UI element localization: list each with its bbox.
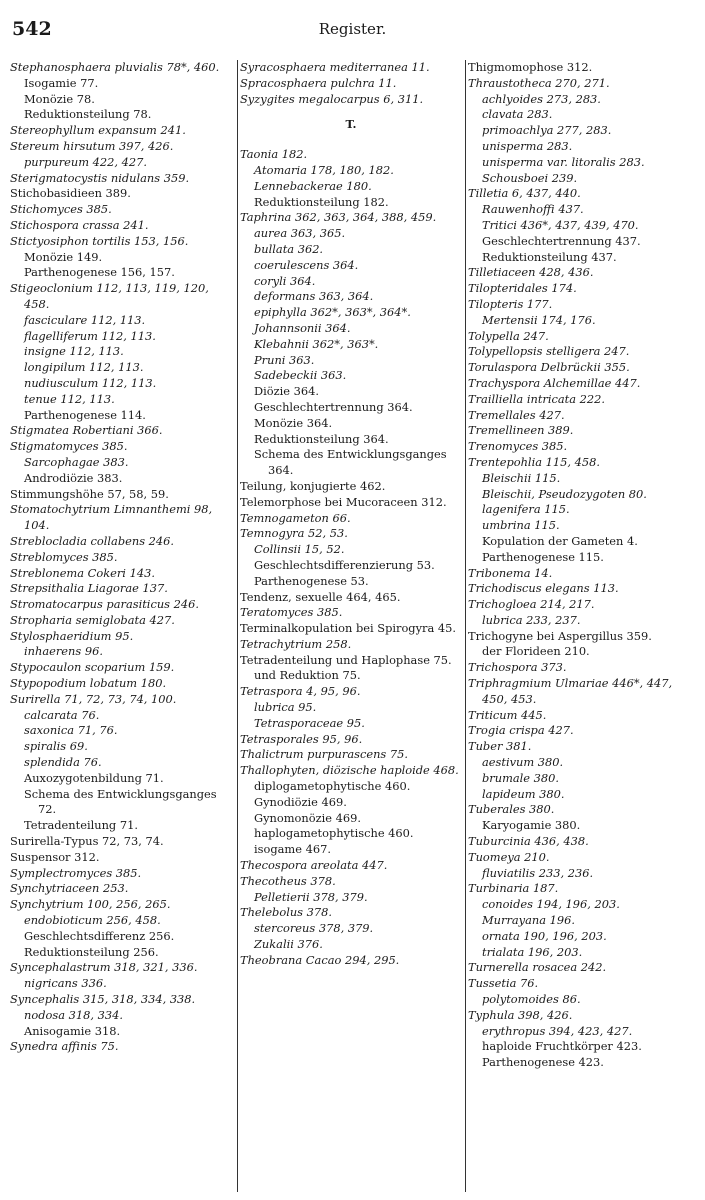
index-entry: Tussetia 76. [468,976,539,991]
index-entry: Thraustotheca 270, 271. [468,75,610,90]
index-entry: epiphylla 362*, 363*, 364*. [254,305,411,320]
index-entry: Pruni 363. [254,352,315,367]
index-entry: Reduktionsteilung 364. [254,431,389,446]
index-entry: Reduktionsteilung 78. [24,107,152,122]
index-entry: Stereum hirsutum 397, 426. [10,138,174,153]
index-entry: Tilopteridales 174. [468,281,577,296]
index-entry: ornata 190, 196, 203. [482,928,607,943]
index-entry: insigne 112, 113. [24,344,124,359]
section-letter: T. [345,117,357,132]
index-entry: bullata 362. [254,241,324,256]
index-entry: Turbinaria 187. [468,881,559,896]
index-entry: Murrayana 196. [482,913,576,928]
index-entry: Reduktionsteilung 437. [482,249,617,264]
index-entry: longipilum 112, 113. [24,360,144,375]
index-entry: Thalictrum purpurascens 75. [240,747,408,762]
index-entry: Teratomyces 385. [240,605,343,620]
index-entry: flagelliferum 112, 113. [24,328,156,343]
index-entry: Tremellales 427. [468,407,565,422]
index-entry: Taonia 182. [240,147,308,162]
index-entry: isogame 467. [254,842,331,857]
index-entry: saxonica 71, 76. [24,723,118,738]
index-entry: Tilletia 6, 437, 440. [468,186,581,201]
column-divider [465,60,466,1192]
index-entry: polytomoides 86. [482,992,581,1007]
index-entry: Stichospora crassa 241. [10,217,149,232]
index-entry: lapideum 380. [482,786,565,801]
index-entry: Tilletiaceen 428, 436. [468,265,594,280]
index-entry: Geschlechtsdifferenzierung 53. [254,557,435,572]
index-entry: Bleischii 115. [482,470,561,485]
index-entry: Anisogamie 318. [24,1023,121,1038]
index-entry: Tremellineen 389. [468,423,574,438]
index-entry: Tuburcinia 436, 438. [468,834,589,849]
index-entry: Temnogyra 52, 53. [240,526,348,541]
index-entry: Triticum 445. [468,707,547,722]
index-entry: nudiusculum 112, 113. [24,375,157,390]
index-entry: Turnerella rosacea 242. [468,960,607,975]
index-entry: Surirella-Typus 72, 73, 74. [10,834,164,849]
index-entry: Monözie 78. [24,91,95,106]
index-entry: tenue 112, 113. [24,391,115,406]
index-entry: Syncephalastrum 318, 321, 336. [10,960,198,975]
index-entry: fluviatilis 233, 236. [482,865,594,880]
index-entry: Tetrasporales 95, 96. [240,731,363,746]
index-entry: Syzygites megalocarpus 6, 311. [240,91,424,106]
index-entry: conoides 194, 196, 203. [482,897,620,912]
index-entry: Geschlechtertrennung 364. [254,399,413,414]
index-entry: Diözie 364. [254,384,320,399]
index-entry: stercoreus 378, 379. [254,921,374,936]
index-entry: lubrica 95. [254,700,317,715]
index-entry: fasciculare 112, 113. [24,312,146,327]
index-entry: Stigeoclonium 112, 113, 119, 120, 458. [10,281,209,311]
index-entry: Stichobasidieen 389. [10,186,131,201]
index-entry: Stropharia semiglobata 427. [10,612,175,627]
index-entry: Reduktionsteilung 256. [24,944,159,959]
index-entry: haploide Fruchtkörper 423. [482,1039,642,1054]
index-entry: Collinsii 15, 52. [254,542,345,557]
index-entry: Androdiözie 383. [24,470,123,485]
index-entry: Streblocladia collabens 246. [10,533,175,548]
index-entry: Tuberales 380. [468,802,555,817]
index-entry: haplogametophytische 460. [254,826,414,841]
index-entry: aurea 363, 365. [254,226,346,241]
index-entry: Typhula 398, 426. [468,1007,573,1022]
index-entry: Monözie 364. [254,415,333,430]
index-entry: Thecospora areolata 447. [240,858,388,873]
index-entry: Tribonema 14. [468,565,553,580]
index-entry: Tendenz, sexuelle 464, 465. [240,589,401,604]
index-entry: Schema des Entwicklungsganges 72. [24,786,217,817]
index-entry: Parthenogenese 115. [482,549,604,564]
index-entry: Temnogameton 66. [240,510,351,525]
index-entry: Triphragmium Ulmariae 446*, 447, 450, 453. [468,676,673,706]
index-entry: Tolypellopsis stelligera 247. [468,344,630,359]
index-entry: nigricans 336. [24,976,107,991]
index-entry: Syncephalis 315, 318, 334, 338. [10,992,196,1007]
index-entry: Tritici 436*, 437, 439, 470. [482,217,639,232]
index-entry: Sterigmatocystis nidulans 359. [10,170,190,185]
index-entry: achlyoides 273, 283. [482,91,601,106]
index-entry: spiralis 69. [24,739,88,754]
index-entry: Kopulation der Gameten 4. [482,533,638,548]
index-entry: Stomatochytrium Limnanthemi 98, 104. [10,502,213,533]
index-entry: Trachyspora Alchemillae 447. [468,375,641,390]
index-entry: Trogia crispa 427. [468,723,574,738]
register-columns [8,60,697,1192]
index-entry: Rauwenhoffi 437. [482,202,584,217]
index-entry: unisperma var. litoralis 283. [482,154,645,169]
index-entry: lagenifera 115. [482,502,570,517]
index-entry: Trichodiscus elegans 113. [468,581,619,596]
index-column-1 [10,60,234,1192]
index-entry: Klebahnii 362*, 363*. [254,336,379,351]
index-entry: Parthenogenese 114. [24,407,146,422]
index-entry: Mertensii 174, 176. [482,312,596,327]
index-entry: Thecotheus 378. [240,873,336,888]
index-entry: Taphrina 362, 363, 364, 388, 459. [240,210,437,225]
page-title: Register. [318,20,387,38]
index-entry: Thelebolus 378. [240,905,333,920]
index-entry: calcarata 76. [24,707,100,722]
index-entry: coryli 364. [254,273,316,288]
index-entry: Spracosphaera pulchra 11. [240,75,397,90]
index-entry: Stylosphaeridium 95. [10,628,134,643]
index-entry: Tuber 381. [468,739,532,754]
index-entry: Sadebeckii 363. [254,368,347,383]
index-entry: Synedra affinis 75. [10,1039,119,1054]
index-entry: clavata 283. [482,107,553,122]
index-entry: Symplectromyces 385. [10,865,142,880]
index-entry: Trichogloea 214, 217. [468,597,595,612]
index-entry: Trenomyces 385. [468,439,568,454]
index-entry: purpureum 422, 427. [24,154,147,169]
index-entry: Trentepohlia 115, 458. [468,454,600,469]
index-entry: der Florideen 210. [482,644,590,659]
index-entry: Schema des Entwicklungsganges 364. [254,447,447,478]
index-entry: unisperma 283. [482,138,573,153]
index-entry: Stromatocarpus parasiticus 246. [10,597,199,612]
index-entry: brumale 380. [482,770,560,785]
index-entry: Bleischii, Pseudozygoten 80. [482,486,647,501]
index-entry: Tetraspora 4, 95, 96. [240,684,361,699]
index-entry: Thigmomophose 312. [468,60,593,74]
index-entry: Streblonema Cokeri 143. [10,565,155,580]
index-entry: Stichomyces 385. [10,202,112,217]
index-entry: Gynodiözie 469. [254,794,347,809]
index-entry: Stereophyllum expansum 241. [10,123,186,138]
index-entry: Tetrachytrium 258. [240,636,352,651]
index-entry: Stypopodium lobatum 180. [10,676,167,691]
index-entry: Stigmatea Robertiani 366. [10,423,163,438]
index-entry: Sarcophagae 383. [24,454,129,469]
index-column-3 [468,60,698,1192]
index-entry: Geschlechtsdifferenz 256. [24,928,175,943]
index-entry: Trichospora 373. [468,660,567,675]
page-number: 542 [12,18,52,40]
index-entry: Tolypella 247. [468,328,549,343]
index-entry: Atomaria 178, 180, 182. [254,162,394,177]
index-entry: Tilopteris 177. [468,296,553,311]
index-entry: nodosa 318, 334. [24,1007,123,1022]
index-entry: Theobrana Cacao 294, 295. [240,952,400,967]
index-entry: Stypocaulon scoparium 159. [10,660,175,675]
index-entry: Torulaspora Delbrückii 355. [468,360,630,375]
index-entry: Thallophyten, diözische haploide 468. [240,763,459,778]
index-entry: Lennebackerae 180. [254,178,372,193]
index-entry: Trichogyne bei Aspergillus 359. [468,628,652,643]
index-entry: Parthenogenese 53. [254,573,369,588]
index-entry: Reduktionsteilung 182. [254,194,389,209]
index-entry: primoachlya 277, 283. [482,123,612,138]
index-entry: Synchytrium 100, 256, 265. [10,897,171,912]
index-entry: Surirella 71, 72, 73, 74, 100. [10,691,177,706]
index-entry: Trailliella intricata 222. [468,391,606,406]
index-entry: Suspensor 312. [10,849,100,864]
index-entry: Parthenogenese 423. [482,1055,604,1070]
index-entry: Stigmatomyces 385. [10,439,128,454]
index-entry: umbrina 115. [482,518,560,533]
index-entry: erythropus 394, 423, 427. [482,1023,633,1038]
index-entry: Stictyosiphon tortilis 153, 156. [10,233,189,248]
index-entry: Johannsonii 364. [254,320,351,335]
index-entry: Gynomonözie 469. [254,810,361,825]
index-entry: Strepsithalia Liagorae 137. [10,581,168,596]
index-entry: Syracosphaera mediterranea 11. [240,60,430,74]
index-entry: und Reduktion 75. [254,668,361,683]
index-entry: Tetradenteilung 71. [24,818,138,833]
index-entry: Synchytriaceen 253. [10,881,129,896]
index-entry: inhaerens 96. [24,644,103,659]
index-entry: Isogamie 77. [24,75,99,90]
column-divider [237,60,238,1192]
index-entry: Terminalkopulation bei Spirogyra 45. [240,621,457,636]
index-entry: coerulescens 364. [254,257,359,272]
index-entry: Parthenogenese 156, 157. [24,265,175,280]
index-column-2 [240,60,462,1192]
index-entry: Schousboei 239. [482,170,578,185]
index-entry: Tetradenteilung und Haplophase 75. [240,652,452,667]
index-entry: Zukalii 376. [254,937,323,952]
index-entry: Auxozygotenbildung 71. [24,770,164,785]
index-entry: splendida 76. [24,755,102,770]
index-entry: Streblomyces 385. [10,549,118,564]
index-entry: trialata 196, 203. [482,944,583,959]
page-header [12,10,693,44]
index-entry: Geschlechtertrennung 437. [482,233,641,248]
index-entry: endobioticum 256, 458. [24,913,161,928]
index-entry: Teilung, konjugierte 462. [240,478,386,493]
index-entry: diplogametophytische 460. [254,779,411,794]
index-entry: Pelletierii 378, 379. [254,889,368,904]
index-entry: Stephanosphaera pluvialis 78*, 460. [10,60,220,74]
index-entry: Karyogamie 380. [482,818,581,833]
index-entry: Monözie 149. [24,249,103,264]
index-entry: deformans 363, 364. [254,289,374,304]
index-entry: Telemorphose bei Mucoraceen 312. [240,494,447,509]
index-entry: Stimmungshöhe 57, 58, 59. [10,486,169,501]
index-entry: Tetrasporaceae 95. [254,715,365,730]
index-entry: lubrica 233, 237. [482,612,581,627]
index-entry: Tuomeya 210. [468,849,550,864]
index-entry: aestivum 380. [482,755,564,770]
